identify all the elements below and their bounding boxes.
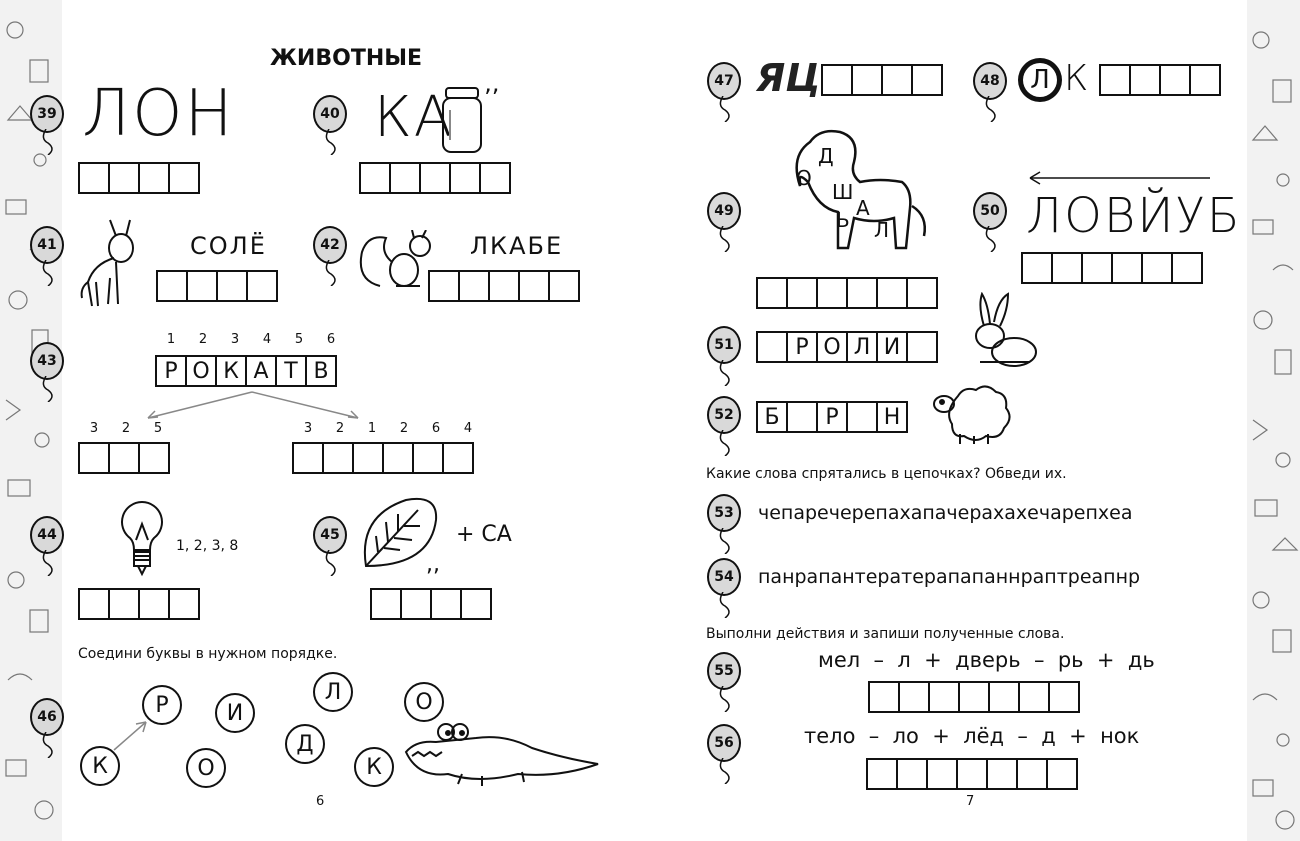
plus-sa: + СА: [456, 522, 512, 547]
balloon-number: 40: [313, 95, 347, 155]
rabbit-icon: [966, 292, 1038, 370]
page-title: ЖИВОТНЫЕ: [270, 46, 423, 71]
answer-boxes-56[interactable]: [866, 758, 1078, 790]
word-42: ЛКАБЕ: [470, 232, 564, 260]
answer-boxes-47[interactable]: [821, 64, 943, 96]
balloon-number: 41: [30, 226, 64, 286]
letter-circle[interactable]: О: [186, 748, 226, 788]
reverse-arrow: [1026, 170, 1212, 186]
word-50: ЛОВЙУБ: [1026, 188, 1242, 244]
hint-44: 1, 2, 3, 8: [176, 538, 239, 554]
quote-mark: ’’: [484, 84, 500, 112]
letter-circle[interactable]: Л: [313, 672, 353, 712]
letter-index-row: 1 2 3 4 5 6: [166, 332, 336, 347]
chain-53[interactable]: чепаречерепахапачерахахечарепхеа: [758, 502, 1133, 524]
answer-boxes-52[interactable]: Б Р Н: [756, 401, 908, 433]
answer-boxes-39[interactable]: [78, 162, 200, 194]
balloon-number: 53: [707, 494, 741, 554]
letter-circle[interactable]: Д: [285, 724, 325, 764]
expression-56: тело – ло + лёд – д + нок: [804, 724, 1140, 748]
chains-instruction: Какие слова спрятались в цепочках? Обведи их.: [706, 466, 1067, 482]
horse-letter: Л: [874, 218, 890, 242]
balloon-number: 44: [30, 516, 64, 576]
answer-boxes-40[interactable]: [359, 162, 511, 194]
horse-letter: Д: [818, 144, 834, 168]
squirrel-icon: [356, 230, 438, 292]
answer-boxes-45[interactable]: [370, 588, 492, 620]
lightbulb-icon: [118, 500, 166, 578]
instruction-46: Соедини буквы в нужном порядке.: [78, 646, 338, 662]
jar-icon: [440, 86, 484, 156]
balloon-number: 47: [707, 62, 741, 122]
horse-letter: Ш: [832, 180, 854, 204]
donkey-icon: [76, 218, 146, 310]
expression-55: мел – л + дверь – рь + дь: [818, 648, 1155, 672]
balloon-number: 52: [707, 396, 741, 456]
balloon-number: 49: [707, 192, 741, 252]
balloon-number: 45: [313, 516, 347, 576]
horse-letter: Ь: [836, 208, 850, 232]
letter-circle[interactable]: Р: [142, 685, 182, 725]
rebus-40: КА: [374, 85, 455, 150]
crocodile-icon: [402, 718, 602, 790]
answer-boxes-55[interactable]: [868, 681, 1080, 713]
horse-letter: О: [796, 166, 812, 190]
actions-instruction: Выполни действия и запиши полученные слова.: [706, 626, 1065, 642]
answer-boxes-50[interactable]: [1021, 252, 1203, 284]
letter-row-43: Р О К А Т В: [155, 355, 337, 387]
balloon-number: 43: [30, 342, 64, 402]
word-41: СОЛЁ: [190, 232, 267, 260]
balloon-number: 48: [973, 62, 1007, 122]
answer-boxes-49[interactable]: [756, 277, 938, 309]
letter-circle[interactable]: К: [354, 747, 394, 787]
letter-circle[interactable]: О: [404, 682, 444, 722]
right-doodle-border: [1247, 0, 1300, 841]
answer-boxes-43b[interactable]: [292, 442, 474, 474]
balloon-number: 42: [313, 226, 347, 286]
left-index-row: 3 2 5: [89, 421, 163, 436]
connect-arrow: [112, 718, 152, 754]
letter-circle[interactable]: И: [215, 693, 255, 733]
balloon-number: 56: [707, 724, 741, 784]
answer-boxes-42[interactable]: [428, 270, 580, 302]
rebus-48-circle: Л: [1018, 58, 1062, 102]
balloon-number: 51: [707, 326, 741, 386]
comma-mark: ,,: [426, 552, 440, 577]
horse-letter: А: [856, 196, 870, 220]
balloon-number: 50: [973, 192, 1007, 252]
answer-boxes-44[interactable]: [78, 588, 200, 620]
letter-circle[interactable]: К: [80, 746, 120, 786]
balloon-number: 55: [707, 652, 741, 712]
answer-boxes-48[interactable]: [1099, 64, 1221, 96]
right-index-row: 3 2 1 2 6 4: [303, 421, 473, 436]
answer-boxes-43a[interactable]: [78, 442, 170, 474]
answer-boxes-51[interactable]: Р О Л И: [756, 331, 938, 363]
balloon-number: 54: [707, 558, 741, 618]
rebus-47: ЯЦ: [756, 56, 821, 100]
balloon-number: 39: [30, 95, 64, 155]
rebus-39: ЛОН: [82, 77, 235, 151]
rebus-48: К: [1064, 58, 1091, 99]
page-number-left: 6: [316, 794, 325, 809]
balloon-number: 46: [30, 698, 64, 758]
chain-54[interactable]: панрапантератерапапаннраптреапнр: [758, 566, 1141, 588]
horse-icon: [780, 126, 930, 272]
page-number-right: 7: [966, 794, 975, 809]
answer-boxes-41[interactable]: [156, 270, 278, 302]
sheep-icon: [930, 382, 1012, 444]
